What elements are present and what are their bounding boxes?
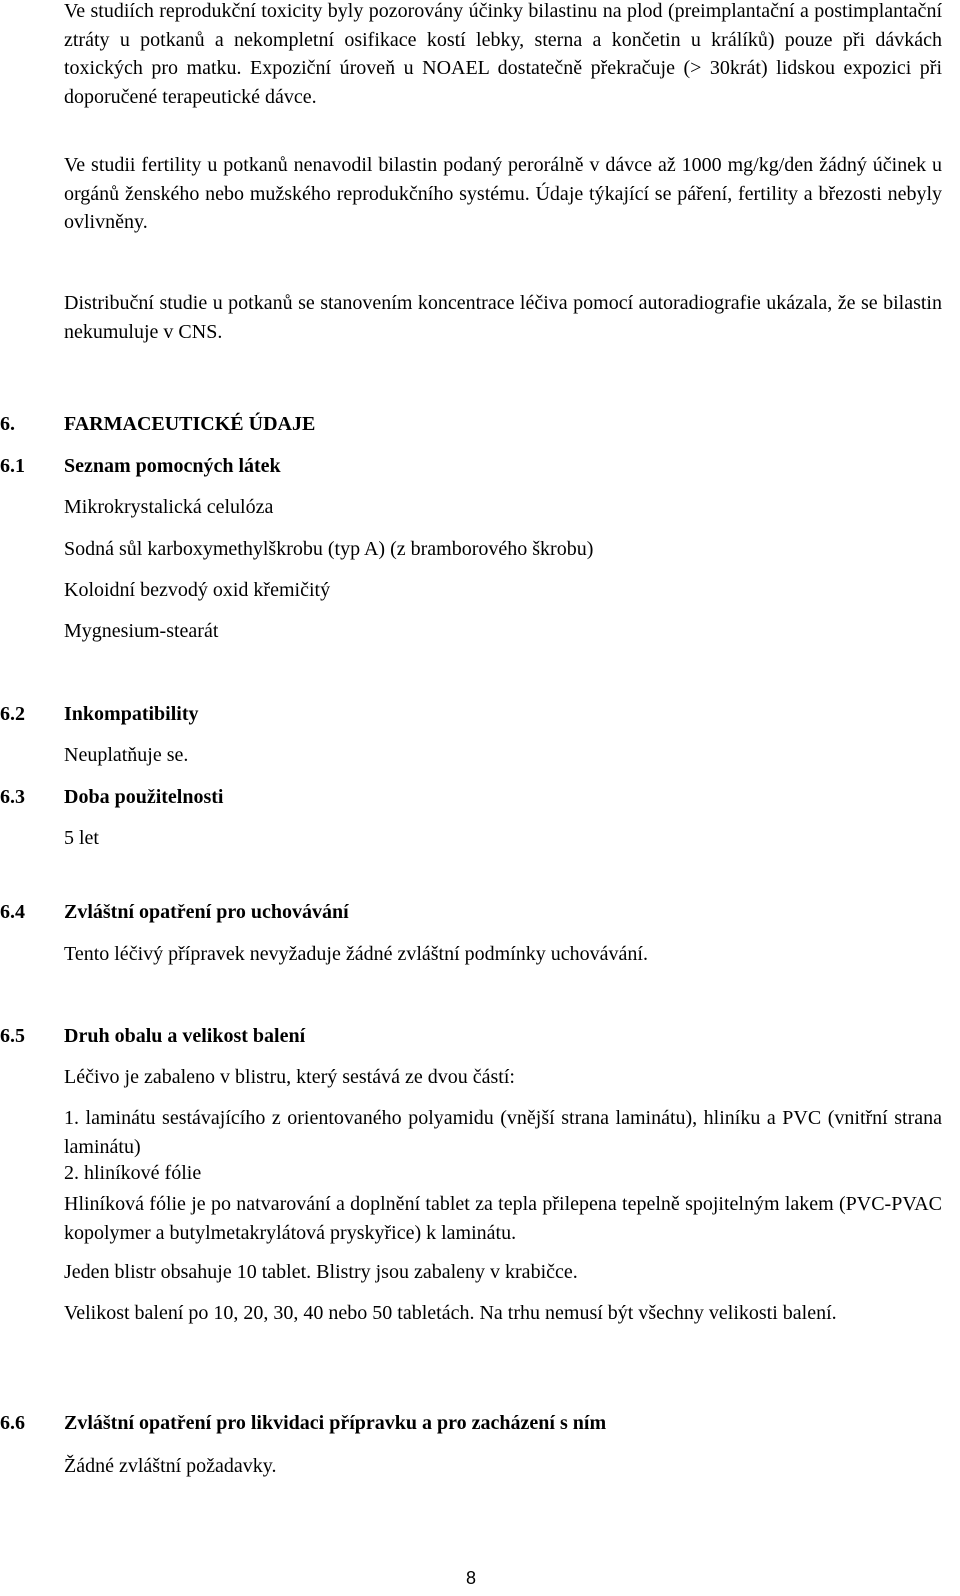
section-title: Zvláštní opatření pro likvidaci přípravku a pro zacházení s ním	[64, 1412, 607, 1434]
blister-content: Jeden blistr obsahuje 10 tablet. Blistry jsou zabaleny v krabičce.	[64, 1261, 578, 1283]
section-number: 6.4	[0, 901, 25, 923]
section-title: FARMACEUTICKÉ ÚDAJE	[64, 413, 316, 435]
section-title: Inkompatibility	[64, 703, 199, 725]
paragraph-reproductive-toxicity: Ve studiích reprodukční toxicity byly pozorovány účinky bilastinu na plod (preimplantační a postimplantační ztráty u potkanů a nekompletní osifikace kostí lebky, sterna a končetin u králíků) pouze při dávkách toxických pro matku. Expoziční úroveň u NOAEL dostatečně překračuje (> 30krát) lidskou expozici při doporučené terapeutické dávce.	[64, 0, 942, 108]
packaging-intro: Léčivo je zabaleno v blistru, který sestává ze dvou částí:	[64, 1066, 515, 1088]
excipient-item: Mikrokrystalická celulóza	[64, 496, 274, 518]
section-number: 6.1	[0, 455, 25, 477]
excipient-item: Mygnesium-stearát	[64, 620, 219, 642]
paragraph-distribution-study: Distribuční studie u potkanů se stanovením koncentrace léčiva pomocí autoradiografie ukázala, že se bilastin nekumuluje v CNS.	[64, 292, 942, 343]
storage-text: Tento léčivý přípravek nevyžaduje žádné zvláštní podmínky uchovávání.	[64, 943, 648, 965]
disposal-text: Žádné zvláštní požadavky.	[64, 1455, 277, 1477]
pack-sizes: Velikost balení po 10, 20, 30, 40 nebo 50 tabletách. Na trhu nemusí být všechny velikosti balení.	[64, 1302, 837, 1324]
section-number: 6.5	[0, 1025, 25, 1047]
section-number: 6.3	[0, 786, 25, 808]
shelf-life-text: 5 let	[64, 827, 99, 849]
section-title: Doba použitelnosti	[64, 786, 224, 808]
page-number: 8	[465, 1568, 476, 1588]
section-title: Zvláštní opatření pro uchovávání	[64, 901, 349, 923]
section-number: 6.6	[0, 1412, 25, 1434]
foil-description: Hliníková fólie je po natvarování a doplnění tablet za tepla přilepena tepelně spojitelným lakem (PVC-PVAC kopolymer a butylmetakrylátová pryskyřice) k laminátu.	[64, 1193, 942, 1244]
excipient-item: Koloidní bezvodý oxid křemičitý	[64, 579, 331, 601]
packaging-item-1: 1. laminátu sestávajícího z orientovaného polyamidu (vnější strana laminátu), hliníku a PVC (vnitřní strana laminátu)	[64, 1107, 942, 1158]
incompatibility-text: Neuplatňuje se.	[64, 744, 189, 766]
section-number: 6.2	[0, 703, 25, 725]
section-title: Seznam pomocných látek	[64, 455, 281, 477]
packaging-item-2: 2. hliníkové fólie	[64, 1162, 202, 1184]
section-number: 6.	[0, 413, 15, 435]
section-title: Druh obalu a velikost balení	[64, 1025, 306, 1047]
paragraph-fertility-study: Ve studii fertility u potkanů nenavodil bilastin podaný perorálně v dávce až 1000 mg/kg/den žádný účinek u orgánů ženského nebo mužského reprodukčního systému. Údaje týkající se páření, fertility a březosti nebyly ovlivněny.	[64, 154, 942, 233]
excipient-item: Sodná sůl karboxymethylškrobu (typ A) (z bramborového škrobu)	[64, 538, 594, 560]
